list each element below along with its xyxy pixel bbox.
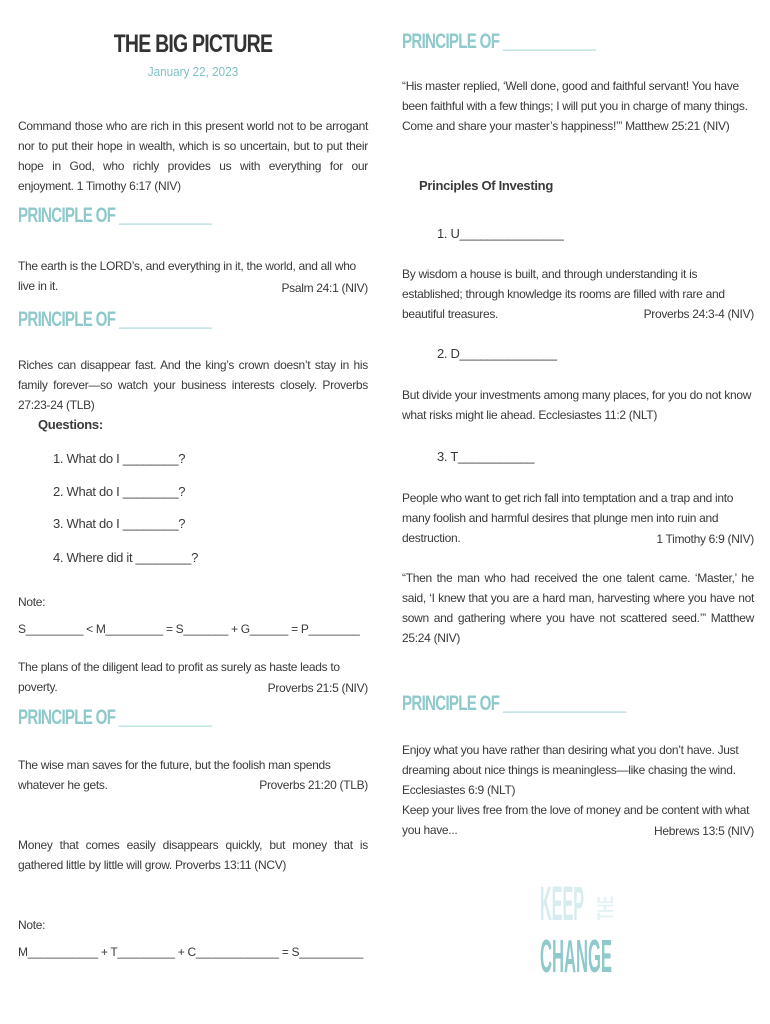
note-label: Note:: [18, 918, 46, 932]
sermon-date: January 22, 2023: [147, 64, 239, 79]
ref-psalm-24: Psalm 24:1 (NIV): [281, 281, 368, 295]
questions-label: Questions:: [38, 417, 103, 432]
question-item: 3. What do I ________?: [53, 516, 186, 531]
logo-change: CHANGE: [540, 930, 612, 978]
note-label: Note:: [18, 595, 46, 609]
question-item: 1. What do I ________?: [53, 451, 186, 466]
verse-proverbs-21-20: The wise man saves for the future, but the foolish man spends whatever he gets.: [18, 758, 331, 792]
logo-keep: KEEP: [540, 878, 584, 931]
investing-label: Principles Of Investing: [419, 178, 553, 193]
principle-heading-4: PRINCIPLE OF ____________: [402, 30, 595, 53]
verse-ecclesiastes-6: Enjoy what you have rather than desiring what you don’t have. Just dreaming about nice things is meaningless—like chasing the wind. Ecclesiastes 6:9 (NLT): [402, 743, 739, 797]
question-item: 4. Where did it ________?: [53, 550, 198, 565]
verse-proverbs-27: Riches can disappear fast. And the king’s crown doesn’t stay in his family forever—so watch your business interests closely. Proverbs 27:23-24 (TLB): [18, 358, 368, 412]
investing-item: 3. T___________: [437, 449, 535, 464]
logo-the: THE: [593, 876, 618, 920]
intro-verse: Command those who are rich in this present world not to be arrogant nor to put their hope in wealth, which is so uncertain, but to put their hope in God, who richly provides us with everything for our enjoyment. 1 Timothy 6:17 (NIV): [18, 119, 368, 193]
page-title: THE BIG PICTURE: [113, 30, 273, 58]
keep-the-change-logo: [540, 868, 620, 978]
verse-proverbs-21-5: The plans of the diligent lead to profit as surely as haste leads to poverty.: [18, 660, 340, 694]
question-item: 2. What do I ________?: [53, 484, 186, 499]
verse-ecclesiastes-11: But divide your investments among many places, for you do not know what risks might lie ahead. Ecclesiastes 11:2 (NLT): [402, 388, 752, 422]
investing-item: 2. D______________: [437, 346, 557, 361]
verse-matthew-25-21: “His master replied, ‘Well done, good and faithful servant! You have been faithful with a few things; I will put you in charge of many things. Come and share your master’s happiness!’” Matthew 25:21 (NIV): [402, 79, 748, 133]
principle-heading-1: PRINCIPLE OF ____________: [18, 204, 211, 227]
note-formula: M___________ + T_________ + C_____________ = S__________: [18, 945, 363, 959]
ref-hebrews-13: Hebrews 13:5 (NIV): [654, 824, 754, 838]
verse-proverbs-24: By wisdom a house is built, and through understanding it is established; through knowledge its rooms are filled with rare and beautiful treasures.: [402, 267, 725, 321]
ref-1-timothy-6-9: 1 Timothy 6:9 (NIV): [656, 532, 754, 546]
verse-1-timothy-6-9: People who want to get rich fall into temptation and a trap and into many foolish and harmful desires that plunge men into ruin and destruction.: [402, 491, 734, 545]
ref-proverbs-21-5: Proverbs 21:5 (NIV): [267, 681, 368, 695]
verse-proverbs-13: Money that comes easily disappears quickly, but money that is gathered little by little will grow. Proverbs 13:11 (NCV): [18, 838, 368, 872]
verse-matthew-25-24: “Then the man who had received the one talent came. ‘Master,’ he said, ‘I knew that you are a hard man, harvesting where you have not sown and gathering where you have not scattered seed.’” Matthew 25:24 (NIV): [402, 571, 754, 645]
principle-heading-3: PRINCIPLE OF ____________: [18, 706, 211, 729]
ref-proverbs-21-20: Proverbs 21:20 (TLB): [259, 778, 368, 792]
verse-hebrews-13: Keep your lives free from the love of money and be content with what you have...: [402, 803, 750, 837]
principle-heading-5: PRINCIPLE OF ________________: [402, 692, 626, 715]
note-formula: S_________ < M_________ = S_______ + G______ = P________: [18, 622, 360, 636]
investing-item: 1. U_______________: [437, 226, 564, 241]
verse-psalm-24: The earth is the LORD’s, and everything in it, the world, and all who live in it.: [18, 259, 356, 293]
ref-proverbs-24: Proverbs 24:3-4 (NIV): [643, 307, 754, 321]
principle-heading-2: PRINCIPLE OF ____________: [18, 308, 211, 331]
